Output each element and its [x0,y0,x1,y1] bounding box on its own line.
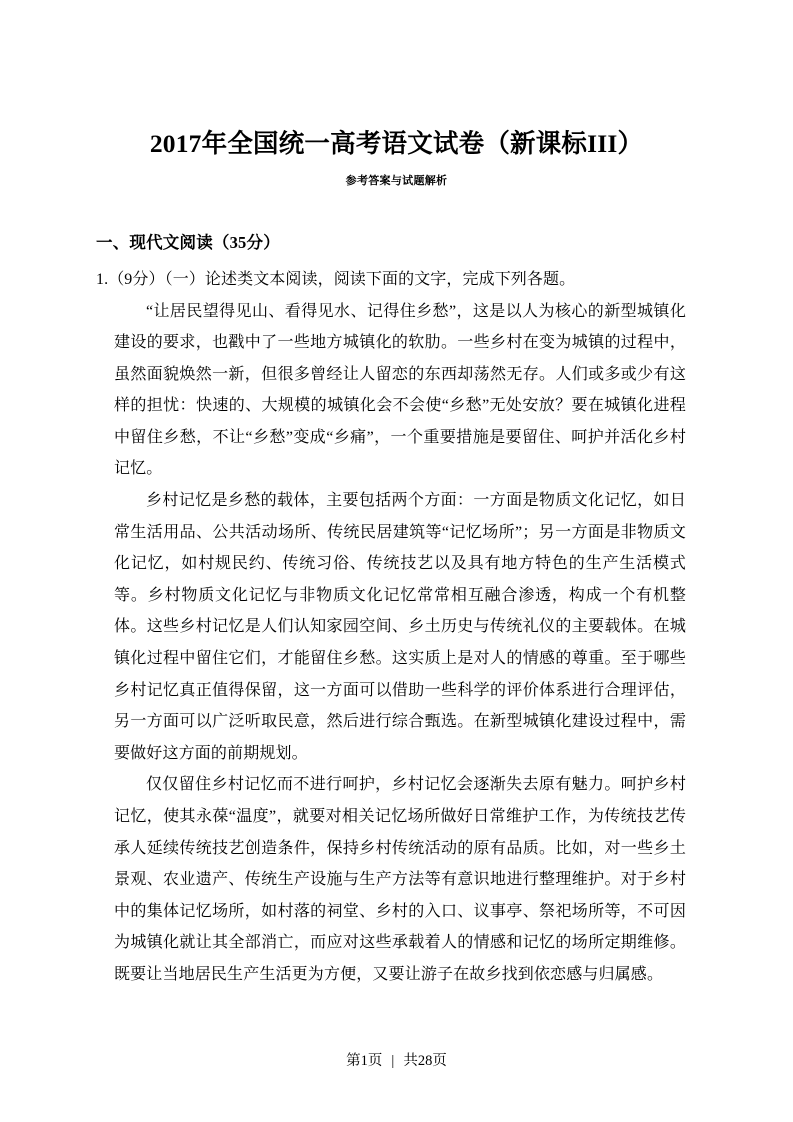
question-1-prompt: 1.（9分）（一）论述类文本阅读，阅读下面的文字，完成下列各题。 [96,270,576,288]
document-content [96,231,686,991]
page-footer [0,1049,793,1070]
footer-separator: | [391,1053,395,1069]
passage-block [114,296,686,991]
section-heading-modern-reading: 一、现代文阅读（35分） [96,233,280,252]
page-title: 2017年全国统一高考语文试卷（新课标III） [149,129,644,158]
passage-paragraph: 乡村记忆是乡愁的载体，主要包括两个方面：一方面是物质文化记忆，如日常生活用品、公共活动场所、传统民居建筑等“记忆场所”；另一方面是非物质文化记忆，如村规民约、传统习俗、传统技艺以及具有地方特色的生产生活模式等。乡村物质文化记忆与非物质文化记忆常常相互融合渗透，构成一个有机整体。这些乡村记忆是人们认知家园空间、乡土历史与传统礼仪的主要载体。在城镇化过程中留住它们，才能留住乡愁。这实质上是对人的情感的尊重。至于哪些乡村记忆真正值得保留，这一方面可以借助一些科学的评价体系进行合理评估，另一方面可以广泛听取民意，然后进行综合甄选。在新型城镇化建设过程中，需要做好这方面的前期规划。 [114,492,686,762]
passage-paragraph: “让居民望得见山、看得见水、记得住乡愁”，这是以人为核心的新型城镇化建设的要求，也戳中了一些地方城镇化的软肋。一些乡村在变为城镇的过程中，虽然面貌焕然一新，但很多曾经让人留恋的东西却荡然无存。人们或多或少有这样的担忧：快速的、大规模的城镇化会不会使“乡愁”无处安放？要在城镇化进程中留住乡愁，不让“乡愁”变成“乡痛”，一个重要措施是要留住、呵护并活化乡村记忆。 [114,302,686,478]
footer-total-pages: 共28页 [403,1053,447,1069]
passage-paragraph: 仅仅留住乡村记忆而不进行呵护，乡村记忆会逐渐失去原有魅力。呵护乡村记忆，使其永葆“温度”，就要对相关记忆场所做好日常维护工作，为传统技艺传承人延续传统技艺创造条件，保持乡村传统活动的原有品质。比如，对一些乡土景观、农业遗产、传统生产设施与生产方法等有意识地进行整理维护。对于乡村中的集体记忆场所，如村落的祠堂、乡村的入口、议事亭、祭祀场所等，不可因为城镇化就让其全部消亡，而应对这些承载着人的情感和记忆的场所定期维修。既要让当地居民生产生活更为方便，又要让游子在故乡找到依恋感与归属感。 [114,776,686,983]
footer-current-page: 第1页 [346,1053,383,1069]
document-subtitle: 参考答案与试题解析 [345,175,448,187]
